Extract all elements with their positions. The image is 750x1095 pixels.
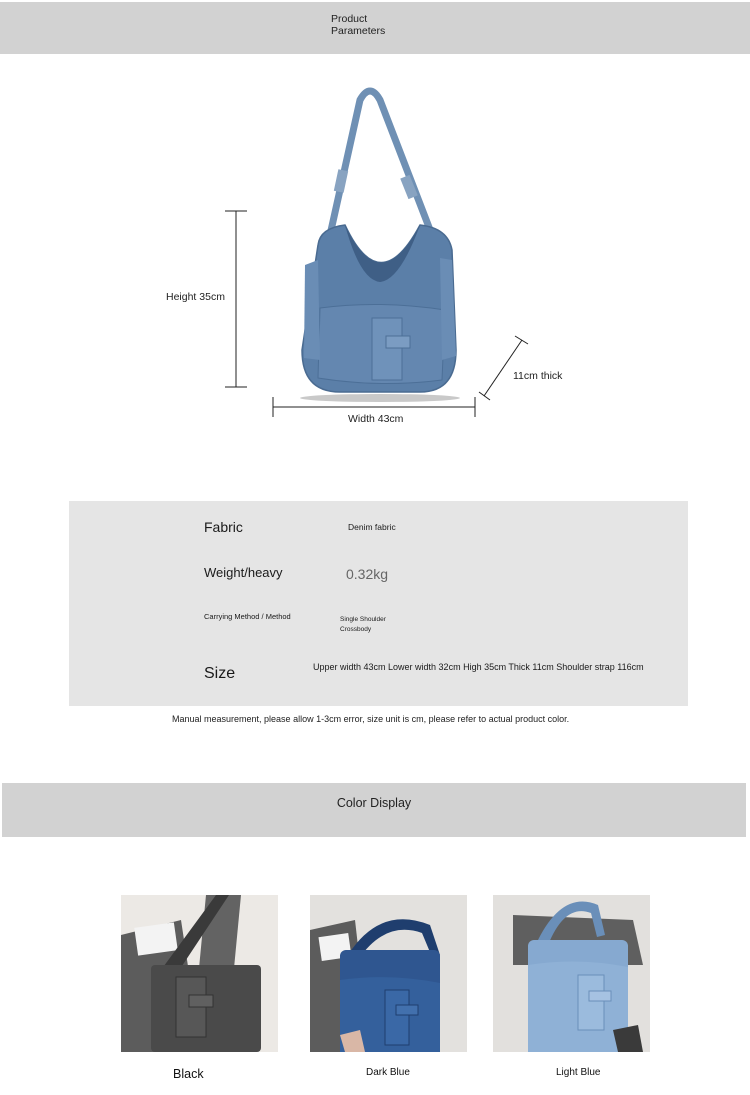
light-blue-bag-photo (493, 895, 650, 1052)
thickness-label: 11cm thick (513, 370, 563, 382)
specs-panel (69, 501, 688, 706)
width-label: Width 43cm (348, 413, 404, 425)
swatch-label-black: Black (173, 1067, 204, 1081)
spec-value-size: Upper width 43cm Lower width 32cm High 35cm Thick 11cm Shoulder strap 116cm (313, 662, 644, 672)
swatch-image-black[interactable] (121, 895, 278, 1052)
color-display-banner (2, 783, 746, 837)
carrying-value-line-1: Single Shoulder (340, 616, 386, 623)
height-label: Height 35cm (166, 291, 225, 303)
measurement-note: Manual measurement, please allow 1-3cm error, size unit is cm, please refer to actual product color. (172, 714, 570, 724)
dimension-diagram (0, 60, 750, 480)
spec-key-carrying: Carrying Method / Method (204, 612, 291, 621)
dark-blue-bag-photo (310, 895, 467, 1052)
spec-key-size: Size (204, 665, 236, 682)
spec-value-carrying (340, 615, 386, 635)
spec-value-fabric: Denim fabric (348, 522, 396, 532)
swatch-label-light-blue: Light Blue (556, 1067, 601, 1078)
title-line-1: Product (331, 13, 368, 25)
title-line-2: Parameters (331, 25, 386, 37)
product-parameters-banner (0, 2, 750, 54)
spec-value-weight: 0.32kg (346, 566, 389, 582)
spec-key-fabric: Fabric (204, 519, 243, 535)
black-bag-photo (121, 895, 278, 1052)
swatch-label-dark-blue: Dark Blue (366, 1067, 410, 1078)
product-parameters-title (331, 13, 411, 37)
carrying-value-line-2: Crossbody (340, 626, 372, 633)
color-display-title: Color Display (336, 796, 412, 810)
spec-key-weight: Weight/heavy (204, 565, 283, 580)
swatch-image-light-blue[interactable] (493, 895, 650, 1052)
swatch-image-dark-blue[interactable] (310, 895, 467, 1052)
